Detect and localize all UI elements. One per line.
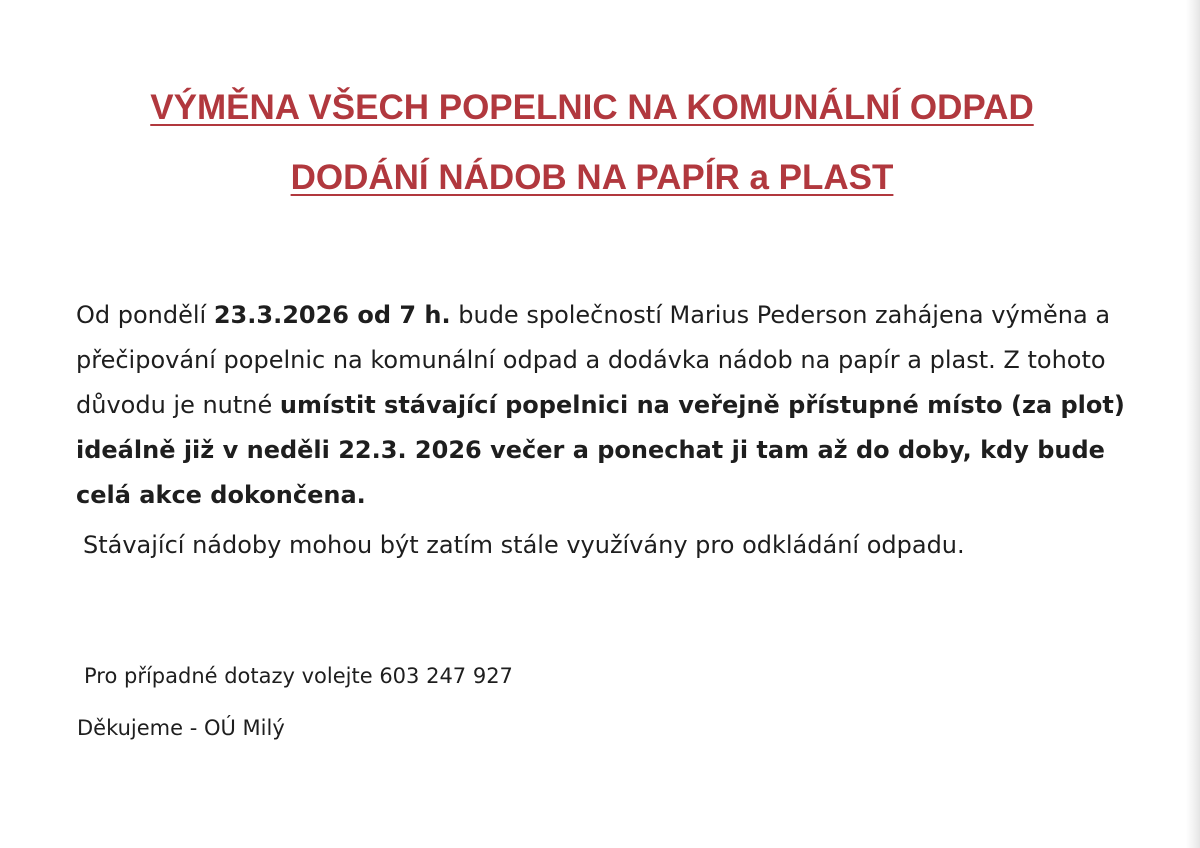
title-line-2-text: DODÁNÍ NÁDOB NA PAPÍR a PLAST	[290, 158, 894, 197]
title-line-1-text: VÝMĚNA VŠECH POPELNIC NA KOMUNÁLNÍ ODPAD	[150, 88, 1034, 127]
paragraph-text-2: bude společností Marius Pederson zahájena výměna a přečipování popelnic na komunální odpad a dodávka nádob na papír a plast. Z tohoto důvodu je nutné	[76, 301, 1111, 419]
title-line-1	[0, 88, 1184, 128]
title-line-2	[0, 158, 1184, 198]
note-text: Stávající nádoby mohou být zatím stále využívány pro odkládání odpadu.	[83, 531, 965, 559]
scan-edge-shadow	[1186, 0, 1200, 848]
paragraph-text-1: Od pondělí	[76, 301, 214, 329]
contact-text: Pro případné dotazy volejte 603 247 927	[84, 664, 513, 688]
signature-text: Děkujeme - OÚ Milý	[77, 716, 285, 740]
main-paragraph	[76, 293, 1136, 518]
paragraph-instruction-bold: umístit stávající popelnici na veřejně přístupné místo (za plot) ideálně již v neděli 22.3. 2026 večer a ponechat ji tam až do doby, kdy bude celá akce dokončena.	[76, 391, 1125, 509]
paragraph-date-bold: 23.3.2026 od 7 h.	[213, 301, 451, 329]
